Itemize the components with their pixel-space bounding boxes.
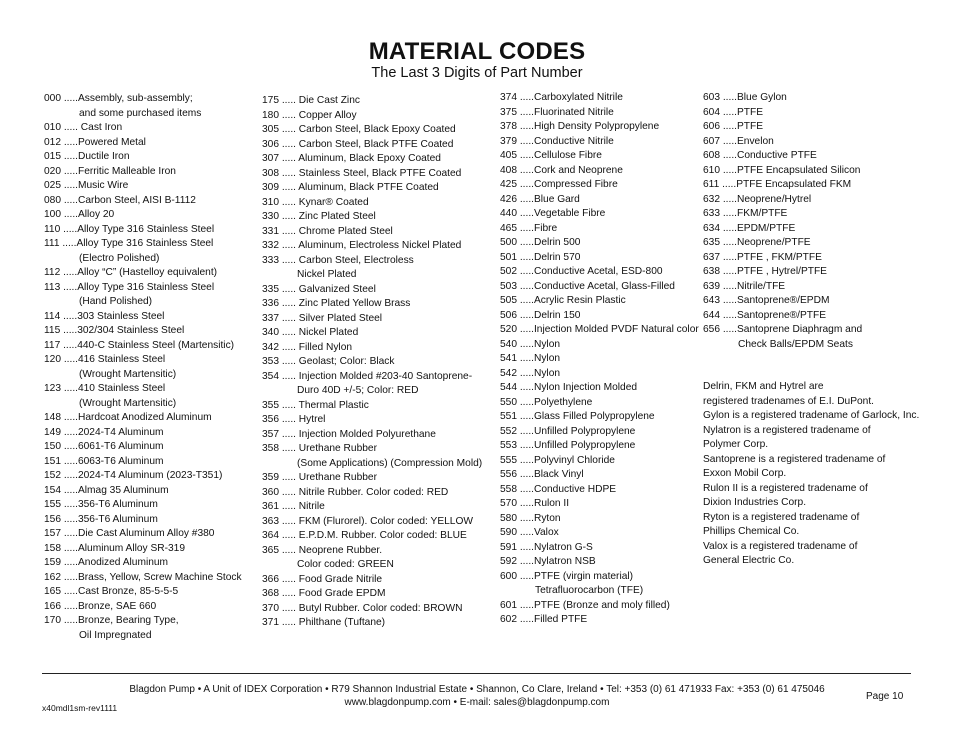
codes-column-1 xyxy=(44,92,242,643)
material-code-line: 570 .....Rulon II xyxy=(500,498,570,509)
material-code-line: 656 .....Santoprene Diaphragm and xyxy=(703,324,863,335)
material-code-line: 159 .....Anodized Aluminum xyxy=(44,557,169,568)
material-code-line: Check Balls/EPDM Seats xyxy=(738,338,853,350)
trademark-line: Ryton is a registered tradename of xyxy=(703,511,860,523)
material-code-line: 355 ..... Thermal Plastic xyxy=(262,399,369,411)
material-code-line: 309 ..... Aluminum, Black PTFE Coated xyxy=(262,182,439,193)
material-code-line: 644 .....Santoprene®/PTFE xyxy=(703,309,827,321)
material-code-line: Nickel Plated xyxy=(297,269,357,280)
material-code-line: 502 .....Conductive Acetal, ESD-800 xyxy=(500,266,663,277)
document-id: x40mdl1sm-rev1111 xyxy=(42,703,118,713)
material-code-line: 155 .....356-T6 Aluminum xyxy=(44,499,158,510)
material-code-line: 015 .....Ductile Iron xyxy=(44,151,130,162)
material-code-line: 149 .....2024-T4 Aluminum xyxy=(44,426,164,438)
material-code-line: 378 .....High Density Polypropylene xyxy=(500,121,660,132)
material-code-line: 365 ..... Neoprene Rubber. xyxy=(262,544,383,556)
material-code-line: 556 .....Black Vinyl xyxy=(500,469,584,480)
material-code-line: 331 ..... Chrome Plated Steel xyxy=(262,225,393,237)
codes-column-3 xyxy=(500,91,699,628)
material-code-line: 340 ..... Nickel Plated xyxy=(262,327,359,338)
material-code-line: 363 ..... FKM (Flurorel). Color coded: YELLOW xyxy=(262,515,473,527)
material-code-line: 592 .....Nylatron NSB xyxy=(500,556,596,567)
material-code-line: 354 ..... Injection Molded #203-40 Santoprene- xyxy=(262,370,473,382)
page-title: MATERIAL CODES xyxy=(368,38,586,65)
material-code-line: 307 ..... Aluminum, Black Epoxy Coated xyxy=(262,153,441,164)
material-code-line: 607 .....Envelon xyxy=(703,135,774,147)
material-code-line: 332 ..... Aluminum, Electroless Nickel Plated xyxy=(262,240,462,251)
material-code-line: 333 ..... Carbon Steel, Electroless xyxy=(262,254,414,266)
material-code-line: 152 .....2024-T4 Aluminum (2023-T351) xyxy=(44,470,223,481)
material-code-line: 114 .....303 Stainless Steel xyxy=(44,310,165,322)
material-code-line: (Wrought Martensitic) xyxy=(79,368,177,380)
material-code-line: 408 .....Cork and Neoprene xyxy=(500,164,623,176)
trademark-line: Gylon is a registered tradename of Garlock, Inc. xyxy=(703,410,920,421)
trademark-notes xyxy=(703,380,919,569)
material-code-line: (Hand Polished) xyxy=(79,296,153,307)
material-code-line: 010 ..... Cast Iron xyxy=(44,122,123,133)
trademark-line: General Electric Co. xyxy=(703,555,795,566)
material-code-line: 020 .....Ferritic Malleable Iron xyxy=(44,165,176,177)
material-code-line: 558 .....Conductive HDPE xyxy=(500,483,617,495)
material-code-line: 117 .....440-C Stainless Steel (Martensitic) xyxy=(44,339,235,351)
material-code-line: 606 .....PTFE xyxy=(703,121,764,132)
material-code-line: 604 .....PTFE xyxy=(703,106,764,118)
material-code-line: 500 .....Delrin 500 xyxy=(500,237,581,248)
material-code-line: 308 ..... Stainless Steel, Black PTFE Coated xyxy=(262,167,462,179)
material-code-line: 330 ..... Zinc Plated Steel xyxy=(262,211,376,222)
material-code-line: 611 .....PTFE Encapsulated FKM xyxy=(703,179,852,190)
material-code-line: 601 .....PTFE (Bronze and moly filled) xyxy=(500,599,670,611)
trademark-line: Dixion Industries Corp. xyxy=(703,497,807,508)
material-code-line: 336 ..... Zinc Plated Yellow Brass xyxy=(262,298,411,309)
material-code-line: 025 .....Music Wire xyxy=(44,180,129,191)
material-code-line: 426 .....Blue Gard xyxy=(500,193,580,205)
material-code-line: 501 .....Delrin 570 xyxy=(500,251,581,263)
material-code-line: 175 ..... Die Cast Zinc xyxy=(262,95,360,106)
material-code-line: 012 .....Powered Metal xyxy=(44,136,146,148)
trademark-line: Phillips Chemical Co. xyxy=(703,526,800,537)
material-code-line: 632 .....Neoprene/Hytrel xyxy=(703,193,812,205)
material-code-line: 600 .....PTFE (virgin material) xyxy=(500,570,634,582)
material-code-line: 342 ..... Filled Nylon xyxy=(262,341,353,353)
material-code-line: 608 .....Conductive PTFE xyxy=(703,150,817,161)
material-code-line: 165 .....Cast Bronze, 85-5-5-5 xyxy=(44,586,179,597)
trademark-line: registered tradenames of E.I. DuPont. xyxy=(703,395,875,407)
material-code-line: 551 .....Glass Filled Polypropylene xyxy=(500,411,655,422)
material-code-line: 305 ..... Carbon Steel, Black Epoxy Coated xyxy=(262,124,456,135)
material-code-line: 358 ..... Urethane Rubber xyxy=(262,443,377,454)
trademark-line: Nylatron is a registered tradename of xyxy=(703,424,871,436)
trademark-line: Santoprene is a registered tradename of xyxy=(703,453,886,465)
trademark-line: Polymer Corp. xyxy=(703,439,769,450)
material-code-line: 440 .....Vegetable Fibre xyxy=(500,208,606,219)
material-code-line: 170 .....Bronze, Bearing Type, xyxy=(44,615,179,626)
material-code-line: 639 .....Nitrile/TFE xyxy=(703,280,786,292)
material-code-line: 115 .....302/304 Stainless Steel xyxy=(44,325,185,336)
material-code-line: 123 .....410 Stainless Steel xyxy=(44,383,166,394)
page-subtitle: The Last 3 Digits of Part Number xyxy=(371,65,583,81)
material-code-line: (Wrought Martensitic) xyxy=(79,397,177,409)
material-code-line: 555 .....Polyvinyl Chloride xyxy=(500,454,615,466)
footer-contact: www.blagdonpump.com • E-mail: sales@blagdonpump.com xyxy=(344,697,610,708)
material-code-line: 520 .....Injection Molded PVDF Natural color xyxy=(500,324,699,335)
material-code-line: 465 .....Fibre xyxy=(500,222,558,234)
material-code-line: (Some Applications) (Compression Mold) xyxy=(297,457,483,469)
material-code-line: 000 .....Assembly, sub-assembly; xyxy=(44,93,193,104)
material-code-line: 370 ..... Butyl Rubber. Color coded: BROWN xyxy=(262,602,463,614)
material-code-line: Color coded: GREEN xyxy=(297,559,394,570)
material-code-line: 550 .....Polyethylene xyxy=(500,396,593,408)
material-code-line: 111 .....Alloy Type 316 Stainless Steel xyxy=(44,238,214,249)
material-code-line: 603 .....Blue Gylon xyxy=(703,92,787,103)
material-code-line: 634 .....EPDM/PTFE xyxy=(703,222,796,234)
material-code-line: 540 .....Nylon xyxy=(500,338,561,350)
material-code-line: 366 ..... Food Grade Nitrile xyxy=(262,573,383,585)
material-code-line: 335 ..... Galvanized Steel xyxy=(262,283,376,295)
material-code-line: 374 .....Carboxylated Nitrile xyxy=(500,92,623,103)
material-code-line: 553 .....Unfilled Polypropylene xyxy=(500,440,636,451)
material-code-line: 602 .....Filled PTFE xyxy=(500,614,588,625)
material-code-line: 151 .....6063-T6 Aluminum xyxy=(44,455,164,467)
material-code-line: 580 .....Ryton xyxy=(500,512,561,524)
material-code-line: 361 ..... Nitrile xyxy=(262,501,325,512)
material-code-line: 542 .....Nylon xyxy=(500,367,561,379)
material-code-line: 643 .....Santoprene®/EPDM xyxy=(703,295,830,306)
material-code-line: 503 .....Conductive Acetal, Glass-Filled xyxy=(500,280,675,292)
material-code-line: 405 .....Cellulose Fibre xyxy=(500,150,602,161)
material-code-line: 591 .....Nylatron G-S xyxy=(500,541,593,553)
trademark-line: Valox is a registered tradename of xyxy=(703,540,858,552)
trademark-line: Rulon II is a registered tradename of xyxy=(703,482,868,494)
material-code-line: 112 .....Alloy “C” (Hastelloy equivalent) xyxy=(44,267,218,278)
codes-column-2 xyxy=(262,94,482,631)
material-code-line: 148 .....Hardcoat Anodized Aluminum xyxy=(44,412,212,423)
material-code-line: 100 .....Alloy 20 xyxy=(44,209,115,220)
material-code-line: 150 .....6061-T6 Aluminum xyxy=(44,441,164,452)
codes-column-4 xyxy=(703,91,862,352)
material-code-line: 359 ..... Urethane Rubber xyxy=(262,472,377,483)
footer-divider xyxy=(42,673,911,674)
material-code-line: 337 ..... Silver Plated Steel xyxy=(262,312,383,324)
material-code-line: 110 .....Alloy Type 316 Stainless Steel xyxy=(44,223,215,235)
material-code-line: 544 .....Nylon Injection Molded xyxy=(500,382,638,393)
material-code-line: 610 .....PTFE Encapsulated Silicon xyxy=(703,164,861,176)
material-code-line: 158 .....Aluminum Alloy SR-319 xyxy=(44,542,185,554)
material-code-line: and some purchased items xyxy=(79,107,202,119)
material-code-line: 120 .....416 Stainless Steel xyxy=(44,354,166,365)
material-code-line: 157 .....Die Cast Aluminum Alloy #380 xyxy=(44,528,215,539)
material-code-line: 353 ..... Geolast; Color: Black xyxy=(262,356,395,367)
material-code-line: 552 .....Unfilled Polypropylene xyxy=(500,425,636,437)
material-code-line: 425 .....Compressed Fibre xyxy=(500,179,618,190)
material-code-line: 590 .....Valox xyxy=(500,527,559,538)
material-code-line: 368 ..... Food Grade EPDM xyxy=(262,588,386,599)
material-code-line: 080 .....Carbon Steel, AISI B-1112 xyxy=(44,194,196,206)
material-code-line: 360 ..... Nitrile Rubber. Color coded: RED xyxy=(262,486,449,498)
material-code-line: 375 .....Fluorinated Nitrile xyxy=(500,106,614,118)
material-code-line: 357 ..... Injection Molded Polyurethane xyxy=(262,428,436,440)
material-code-line: 310 ..... Kynar® Coated xyxy=(262,196,369,208)
trademark-line: Exxon Mobil Corp. xyxy=(703,468,787,479)
material-code-line: Duro 40D +/-5; Color: RED xyxy=(297,385,419,396)
material-code-line: 154 .....Almag 35 Aluminum xyxy=(44,484,169,496)
material-code-line: (Electro Polished) xyxy=(79,252,160,264)
material-code-line: 156 .....356-T6 Aluminum xyxy=(44,513,158,525)
material-code-line: 506 .....Delrin 150 xyxy=(500,309,581,321)
material-code-line: 371 ..... Philthane (Tuftane) xyxy=(262,617,386,628)
material-code-line: 162 .....Brass, Yellow, Screw Machine Stock xyxy=(44,571,242,583)
page-number: Page 10 xyxy=(866,691,904,702)
material-code-line: 180 ..... Copper Alloy xyxy=(262,109,357,121)
footer-address: Blagdon Pump • A Unit of IDEX Corporation • R79 Shannon Industrial Estate • Shannon, Co Clare, Ireland • Tel: +353 (0) 61 471933 Fax: +353 (0) 61 475046 xyxy=(129,684,825,695)
material-code-line: 633 .....FKM/PTFE xyxy=(703,208,788,219)
material-code-line: 364 ..... E.P.D.M. Rubber. Color coded: BLUE xyxy=(262,530,467,541)
trademark-line: Delrin, FKM and Hytrel are xyxy=(703,381,824,392)
material-code-line: Oil Impregnated xyxy=(79,629,152,641)
material-code-line: 638 .....PTFE , Hytrel/PTFE xyxy=(703,266,827,277)
material-code-line: 505 .....Acrylic Resin Plastic xyxy=(500,295,626,306)
material-code-line: 379 .....Conductive Nitrile xyxy=(500,135,614,147)
material-code-line: 635 .....Neoprene/PTFE xyxy=(703,237,811,248)
material-code-line: Tetrafluorocarbon (TFE) xyxy=(535,585,644,596)
material-code-line: 306 ..... Carbon Steel, Black PTFE Coated xyxy=(262,138,454,150)
material-code-line: 113 .....Alloy Type 316 Stainless Steel xyxy=(44,281,215,293)
material-code-line: 166 .....Bronze, SAE 660 xyxy=(44,600,157,612)
material-code-line: 637 .....PTFE , FKM/PTFE xyxy=(703,251,822,263)
material-code-line: 541 .....Nylon xyxy=(500,353,561,364)
material-code-line: 356 ..... Hytrel xyxy=(262,414,326,425)
